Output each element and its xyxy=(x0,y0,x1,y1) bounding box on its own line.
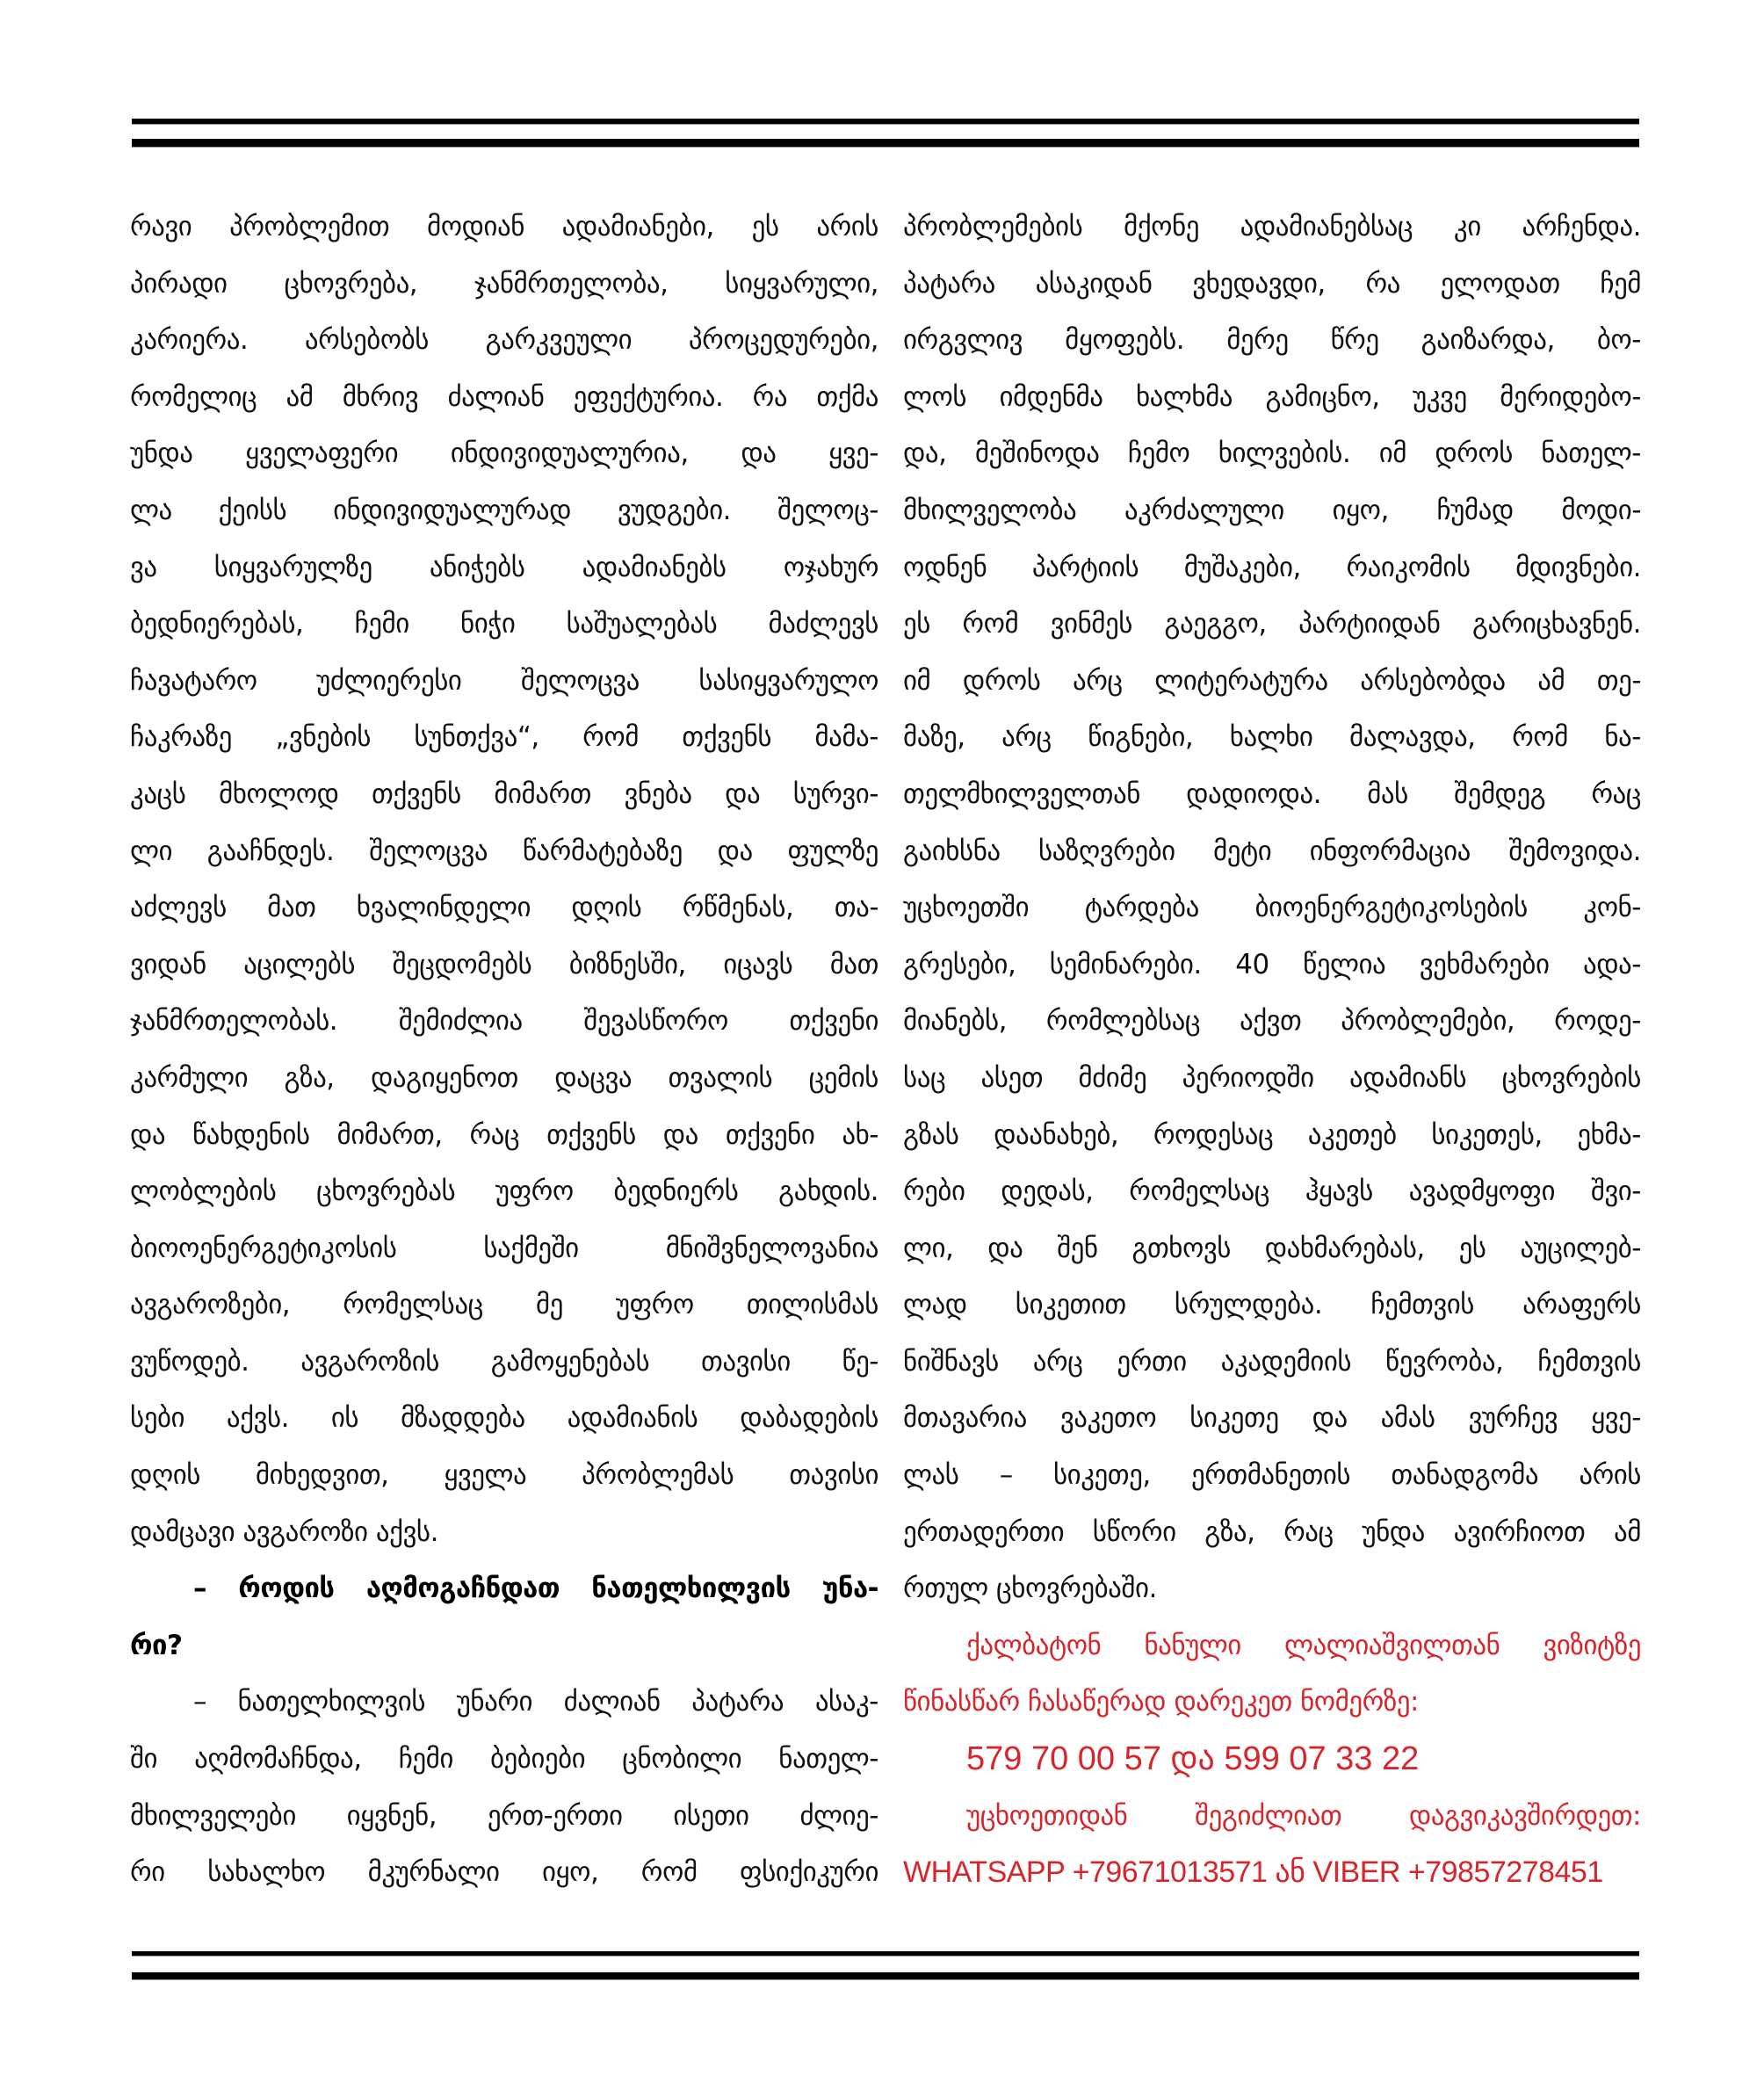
text-line: ბიოოენერგეტიკოსის საქმეში მნიშვნელოვანია xyxy=(130,1232,878,1264)
text-line: რავი პრობლემით მოდიან ადამიანები, ეს არის xyxy=(130,211,878,242)
text-line: უნდა ყველაფერი ინდივიდუალურია, და ყვე- xyxy=(130,438,878,470)
contact-instruction: წინასწარ ჩასაწერად დარეკეთ ნომერზე: xyxy=(903,1686,1419,1718)
text-line: ავგაროზები, რომელსაც მე უფრო თილისმას xyxy=(130,1289,878,1321)
text-line: გაიხსნა საზღვრები მეტი ინფორმაცია შემოვიდა. xyxy=(903,835,1641,867)
text-line: სები აქვს. ის მზადდება ადამიანის დაბადების xyxy=(130,1402,878,1435)
text-line: პირადი ცხოვრება, ჯანმრთელობა, სიყვარული, xyxy=(130,267,878,300)
text-line: ლობლების ცხოვრებას უფრო ბედნიერს გახდის. xyxy=(130,1175,878,1208)
text-line: ვიდან აცილებს შეცდომებს ბიზნესში, იცავს მათ xyxy=(130,948,878,980)
text-line: მაზე, არც წიგნები, ხალხი მალავდა, რომ ნა- xyxy=(903,721,1641,754)
text-line: ჩაკრაზე „ვნების სუნთქვა“, რომ თქვენს მამა- xyxy=(130,721,878,754)
messenger-numbers: WHATSAPP +79671013571 ან VIBER +79857278451 xyxy=(903,1855,1603,1890)
top-rule-thin xyxy=(132,119,1639,124)
text-line: ლად სიკეთით სრულდება. ჩემთვის არაფერს xyxy=(903,1289,1641,1321)
text-line: გზას დაანახებ, როდესაც აკეთებ სიკეთეს, ეხმა- xyxy=(903,1118,1641,1151)
interview-answer: – ნათელხილვის უნარი ძალიან პატარა ასაკ- xyxy=(193,1686,878,1718)
phone-numbers: 579 70 00 57 და 599 07 33 22 xyxy=(966,1740,1420,1778)
text-line: ეს რომ ვინმეს გაეგგო, პარტიიდან გარიცხავნენ. xyxy=(903,608,1641,640)
left-column xyxy=(130,199,878,1901)
interview-question: რი? xyxy=(130,1629,183,1661)
right-column xyxy=(903,199,1641,1901)
text-line: რთულ ცხოვრებაში. xyxy=(903,1573,1157,1605)
text-line: ვუწოდებ. ავგაროზის გამოყენებას თავისი წე- xyxy=(130,1345,878,1378)
text-line: პატარა ასაკიდან ვხედავდი, რა ელოდათ ჩემ xyxy=(903,267,1641,300)
interview-answer: ში აღმომაჩნდა, ჩემი ბებიები ცნობილი ნათელ- xyxy=(130,1743,878,1776)
text-line: პრობლემების მქონე ადამიანებსაც კი არჩენდა. xyxy=(903,211,1641,242)
text-line: მხილველობა აკრძალული იყო, ჩუმად მოდი- xyxy=(903,494,1641,526)
text-line: და წახდენის მიმართ, რაც თქვენს და თქვენი ახ- xyxy=(130,1118,878,1151)
text-line: აძლევს მათ ხვალინდელი დღის რწმენას, თა- xyxy=(130,892,878,924)
top-rule-thick xyxy=(132,139,1639,147)
text-line: ლი, და შენ გთხოვს დახმარებას, ეს აუცილებ- xyxy=(903,1232,1641,1264)
text-line: ვა სიყვარულზე ანიჭებს ადამიანებს ოჯახურ xyxy=(130,551,878,583)
text-line: ბედნიერებას, ჩემი ნიჭი საშუალებას მაძლევს xyxy=(130,608,878,640)
text-line: ჯანმრთელობას. შემიძლია შევასწორო თქვენი xyxy=(130,1005,878,1038)
text-line: ლას – სიკეთე, ერთმანეთის თანადგომა არის xyxy=(903,1459,1641,1492)
text-line: თელმხილველთან დადიოდა. მას შემდეგ რაც xyxy=(903,778,1641,810)
text-line: ლი გააჩნდეს. შელოცვა წარმატებაზე და ფულზე xyxy=(130,835,878,867)
text-line: კაცს მხოლოდ თქვენს მიმართ ვნება და სურვი- xyxy=(130,778,878,810)
text-line: ლა ქეისს ინდივიდუალურად ვუდგები. შელოც- xyxy=(130,494,878,526)
text-line: კარიერა. არსებობს გარკვეული პროცედურები, xyxy=(130,324,878,357)
text-line: იმ დროს არც ლიტერატურა არსებობდა ამ თე- xyxy=(903,664,1641,697)
bottom-rule-thin xyxy=(132,1951,1639,1956)
text-line: ერთადერთი სწორი გზა, რაც უნდა ავირჩიოთ ამ xyxy=(903,1515,1641,1548)
text-line: დამცავი ავგაროზი აქვს. xyxy=(130,1515,438,1548)
interview-answer: რი სახალხო მკურნალი იყო, რომ ფსიქიკური xyxy=(130,1856,878,1889)
text-line: და, მეშინოდა ჩემო ხილვების. იმ დროს ნათელ- xyxy=(903,438,1641,470)
text-line: რომელიც ამ მხრივ ძალიან ეფექტურია. რა თქმა xyxy=(130,380,878,413)
text-line: ოდნენ პარტიის მუშაკები, რაიკომის მდივნები. xyxy=(903,551,1641,583)
text-line: ჩავატარო უძლიერესი შელოცვა სასიყვარულო xyxy=(130,664,878,697)
interview-question: – როდის აღმოგაჩნდათ ნათელხილვის უნა- xyxy=(193,1573,878,1605)
text-line: ირგვლივ მყოფებს. მერე წრე გაიზარდა, ბო- xyxy=(903,324,1641,357)
text-line: საც ასეთ მძიმე პერიოდში ადამიანს ცხოვრების xyxy=(903,1061,1641,1094)
text-line: ნიშნავს არც ერთი აკადემიის წევრობა, ჩემთვის xyxy=(903,1345,1641,1378)
text-line: გრესები, სემინარები. 40 წელია ვეხმარები ადა- xyxy=(903,948,1641,980)
contact-abroad: უცხოეთიდან შეგიძლიათ დაგვიკავშირდეთ: xyxy=(966,1799,1641,1832)
text-line: კარმული გზა, დაგიყენოთ დაცვა თვალის ცემის xyxy=(130,1061,878,1094)
text-line: მთავარია ვაკეთო სიკეთე და ამას ვურჩევ ყვე- xyxy=(903,1402,1641,1435)
contact-intro: ქალბატონ ნანული ლალიაშვილთან ვიზიტზე xyxy=(966,1629,1641,1661)
interview-answer: მხილველები იყვნენ, ერთ-ერთი ისეთი ძლიე- xyxy=(130,1799,878,1832)
text-line: რები დედას, რომელსაც ჰყავს ავადმყოფი შვი- xyxy=(903,1175,1641,1208)
text-line: უცხოეთში ტარდება ბიოენერგეტიკოსების კონ- xyxy=(903,892,1641,924)
text-line: დღის მიხედვით, ყველა პრობლემას თავისი xyxy=(130,1459,878,1492)
text-line: ლოს იმდენმა ხალხმა გამიცნო, უკვე მერიდებო- xyxy=(903,380,1641,413)
bottom-rule-thick xyxy=(132,1972,1639,1979)
text-line: მიანებს, რომლებსაც აქვთ პრობლემები, როდე- xyxy=(903,1005,1641,1038)
